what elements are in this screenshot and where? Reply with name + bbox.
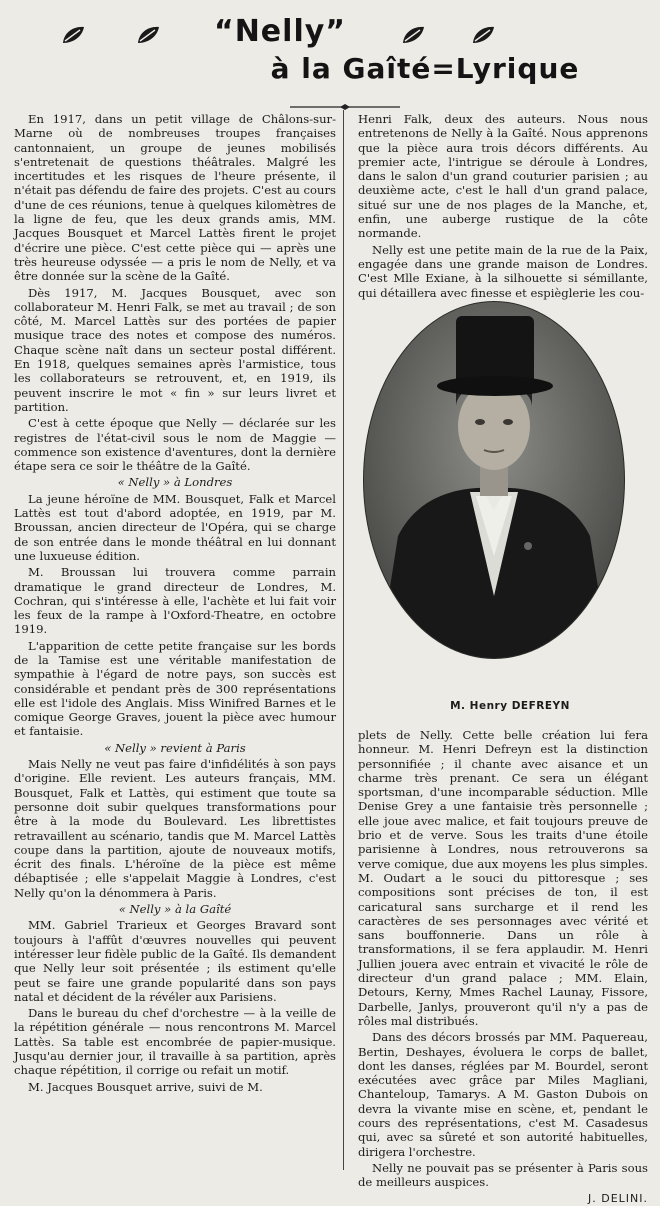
subheading: « Nelly » revient à Paris (104, 740, 246, 755)
paragraph: Nelly ne pouvait pas se présenter à Paris sous de meilleurs auspices. (358, 1160, 648, 1190)
paragraph: C'est à cette époque que Nelly — déclarée sur les registres de l'état-civil sous le nom de Maggie — commence son existence d'aventures, dont la dernière étape sera ce soir le théâtre de la Gaîté. (14, 416, 336, 474)
paragraph: Henri Falk, deux des auteurs. Nous nous entretenons de Nelly à la Gaîté. Nous apprenons que la pièce aura trois décors différents. Au premier acte, l'intrigue se déroule à Londres, dans le salon d'un grand couturier parisien ; au deuxième acte, c'est le hall d'un grand palace, situé sur une de nos plages de la Manche, et, enfin, une auberge rustique de la côte normande. (358, 112, 648, 241)
leaf-ornament-icon (60, 24, 86, 46)
right-column-top (358, 112, 648, 312)
leaf-ornament-icon (400, 24, 426, 46)
leaf-ornament-icon (470, 24, 496, 46)
paragraph: Dans des décors brossés par MM. Paquereau, Bertin, Deshayes, évoluera le corps de ballet, dont les danses, réglées par M. Bourdel, seront exécutées avec grâce par Miles Magliani, Chanteloup, Tamarys. A M. Gaston Dubois on devra la vivante mise en scène, et, pendant le cours des représentations, c'est M. Casadesus qui, avec sa sûreté et son autorité habituelles, dirigera l'orchestre. (358, 1030, 648, 1159)
paragraph: Nelly est une petite main de la rue de la Paix, engagée dans une grande maison de Londres. C'est Mlle Exiane, à la silhouette si sémillante, qui détaillera avec finesse et espièglerie les cou- (358, 242, 648, 300)
paragraph: Mais Nelly ne veut pas faire d'infidélités à son pays d'origine. Elle revient. Les auteurs français, MM. Bousquet, Falk et Lattès, qui estiment que toute sa personne doit subir quelques transformations pour être à la mode du Boulevard. Les librettistes retravaillent au scénario, tandis que M. Marcel Lattès coupe dans la partition, ajoute de nouveaux motifs, écrit des finals. L'héroïne de la pièce est même débaptisée ; elle s'appelait Maggie à Londres, c'est Nelly qu'on la dénommera à Paris. (14, 757, 336, 900)
paragraph: La jeune héroïne de MM. Bousquet, Falk et Marcel Lattès est tout d'abord adoptée, en 1919, par M. Broussan, ancien directeur de l'Opéra, qui se charge de son entrée dans le monde théâtral en lui donnant une luxueuse édition. (14, 491, 336, 563)
author-signature: J. DELINI. (588, 1191, 648, 1205)
paragraph: M. Broussan lui trouvera comme parrain dramatique le grand directeur de Londres, M. Cochran, qui s'intéresse à elle, l'achète et lui fait voir les feux de la rampe à l'Oxford-Theatre, en octobre 1919. (14, 565, 336, 637)
paragraph: L'apparition de cette petite française sur les bords de la Tamise est une véritable manifestation de sympathie à l'égard de notre pays, son succès est considérable et pendant près de 300 représentations elle est l'idole des Anglais. Miss Winifred Barnes et le comique George Graves, jouent la pièce avec humour et fantaisie. (14, 638, 336, 739)
paragraph: M. Jacques Bousquet arrive, suivi de M. (28, 1079, 263, 1094)
article-title-line2: à la Gaîté=Lyrique (270, 52, 580, 85)
photo-caption: M. Henry DEFREYN (450, 700, 570, 712)
portrait-photo (358, 296, 630, 664)
paragraph: Dès 1917, M. Jacques Bousquet, avec son collaborateur M. Henri Falk, se met au travail ; de son côté, M. Marcel Lattès sur des portées de papier musique trace des notes et compose des numéros. Chaque scène naît dans un secteur postal différent. En 1918, quelques semaines après l'armistice, tous les collaborateurs se retrouvent, et, en 1919, ils peuvent inscrire le mot « fin » sur leurs livret et partition. (14, 285, 336, 414)
paragraph: En 1917, dans un petit village de Châlons-sur-Marne où de nombreuses troupes françaises cantonnaient, un groupe de jeunes mobilisés s'entretenait de questions théâtrales. Malgré les incertitudes et les risques de l'heure présente, il n'était pas défendu de faire des projets. C'est au cours d'une de ces réunions, tenue à quelques kilomètres de la ligne de feu, que les deux grands amis, MM. Jacques Bousquet et Marcel Lattès firent le projet d'écrire une pièce. C'est cette pièce qui — après une très heureuse odyssée — a pris le nom de Nelly, et va être donnée sur la scène de la Gaîté. (14, 112, 336, 284)
right-column-bottom (358, 728, 648, 1205)
paragraph: MM. Gabriel Trarieux et Georges Bravard sont toujours à l'affût d'œuvres nouvelles qui peuvent intéresser leur fidèle public de la Gaîté. Ils demandent que Nelly leur soit présentée ; ils estiment qu'elle peut se faire une grande popularité dans son pays natal et décident de la révéler aux Parisiens. (14, 918, 336, 1004)
article-title-line1: “Nelly” (213, 14, 346, 49)
subheading: « Nelly » à Londres (117, 475, 233, 490)
paragraph: plets de Nelly. Cette belle création lui fera honneur. M. Henri Defreyn est la distinction personnifiée ; il chante avec aisance et un charme très prenant. Ce sera un élégant sportsman, d'une incomparable séduction. Mlle Denise Grey a une fantaisie très personnelle ; elle joue avec malice, et fait toujours preuve de brio et de verve. Sous les traits d'une étoile parisienne à Londres, nous retrouverons sa verve comique, due aux moyens les plus simples. M. Oudart a le souci du pittoresque ; ses compositions sont précises de ton, il est caricatural sans surcharge et il rend les caractères de ses personnages avec vérité et sans bouffonnerie. Dans un rôle à transformations, il se fera applaudir. M. Henri Jullien jouera avec entrain et vivacité le rôle de directeur d'un grand palace ; MM. Elain, Detours, Kerny, Mmes Rachel Launay, Fissore, Darbelle, Janlys, prouveront qu'il n'y a pas de rôles mal distribués. (358, 728, 648, 1028)
article-header (0, 0, 660, 110)
subheading: « Nelly » à la Gaîté (118, 902, 232, 917)
title-rule-ornament (290, 96, 400, 104)
column-divider (343, 110, 344, 1170)
leaf-ornament-icon (135, 24, 161, 46)
paragraph: Dans le bureau du chef d'orchestre — à la veille de la répétition générale — nous rencontrons M. Marcel Lattès. Sa table est encombrée de papier-musique. Jusqu'au dernier jour, il travaille à sa partition, après chaque répétition, il corrige ou refait un motif. (14, 1006, 336, 1078)
left-column (14, 112, 336, 1172)
